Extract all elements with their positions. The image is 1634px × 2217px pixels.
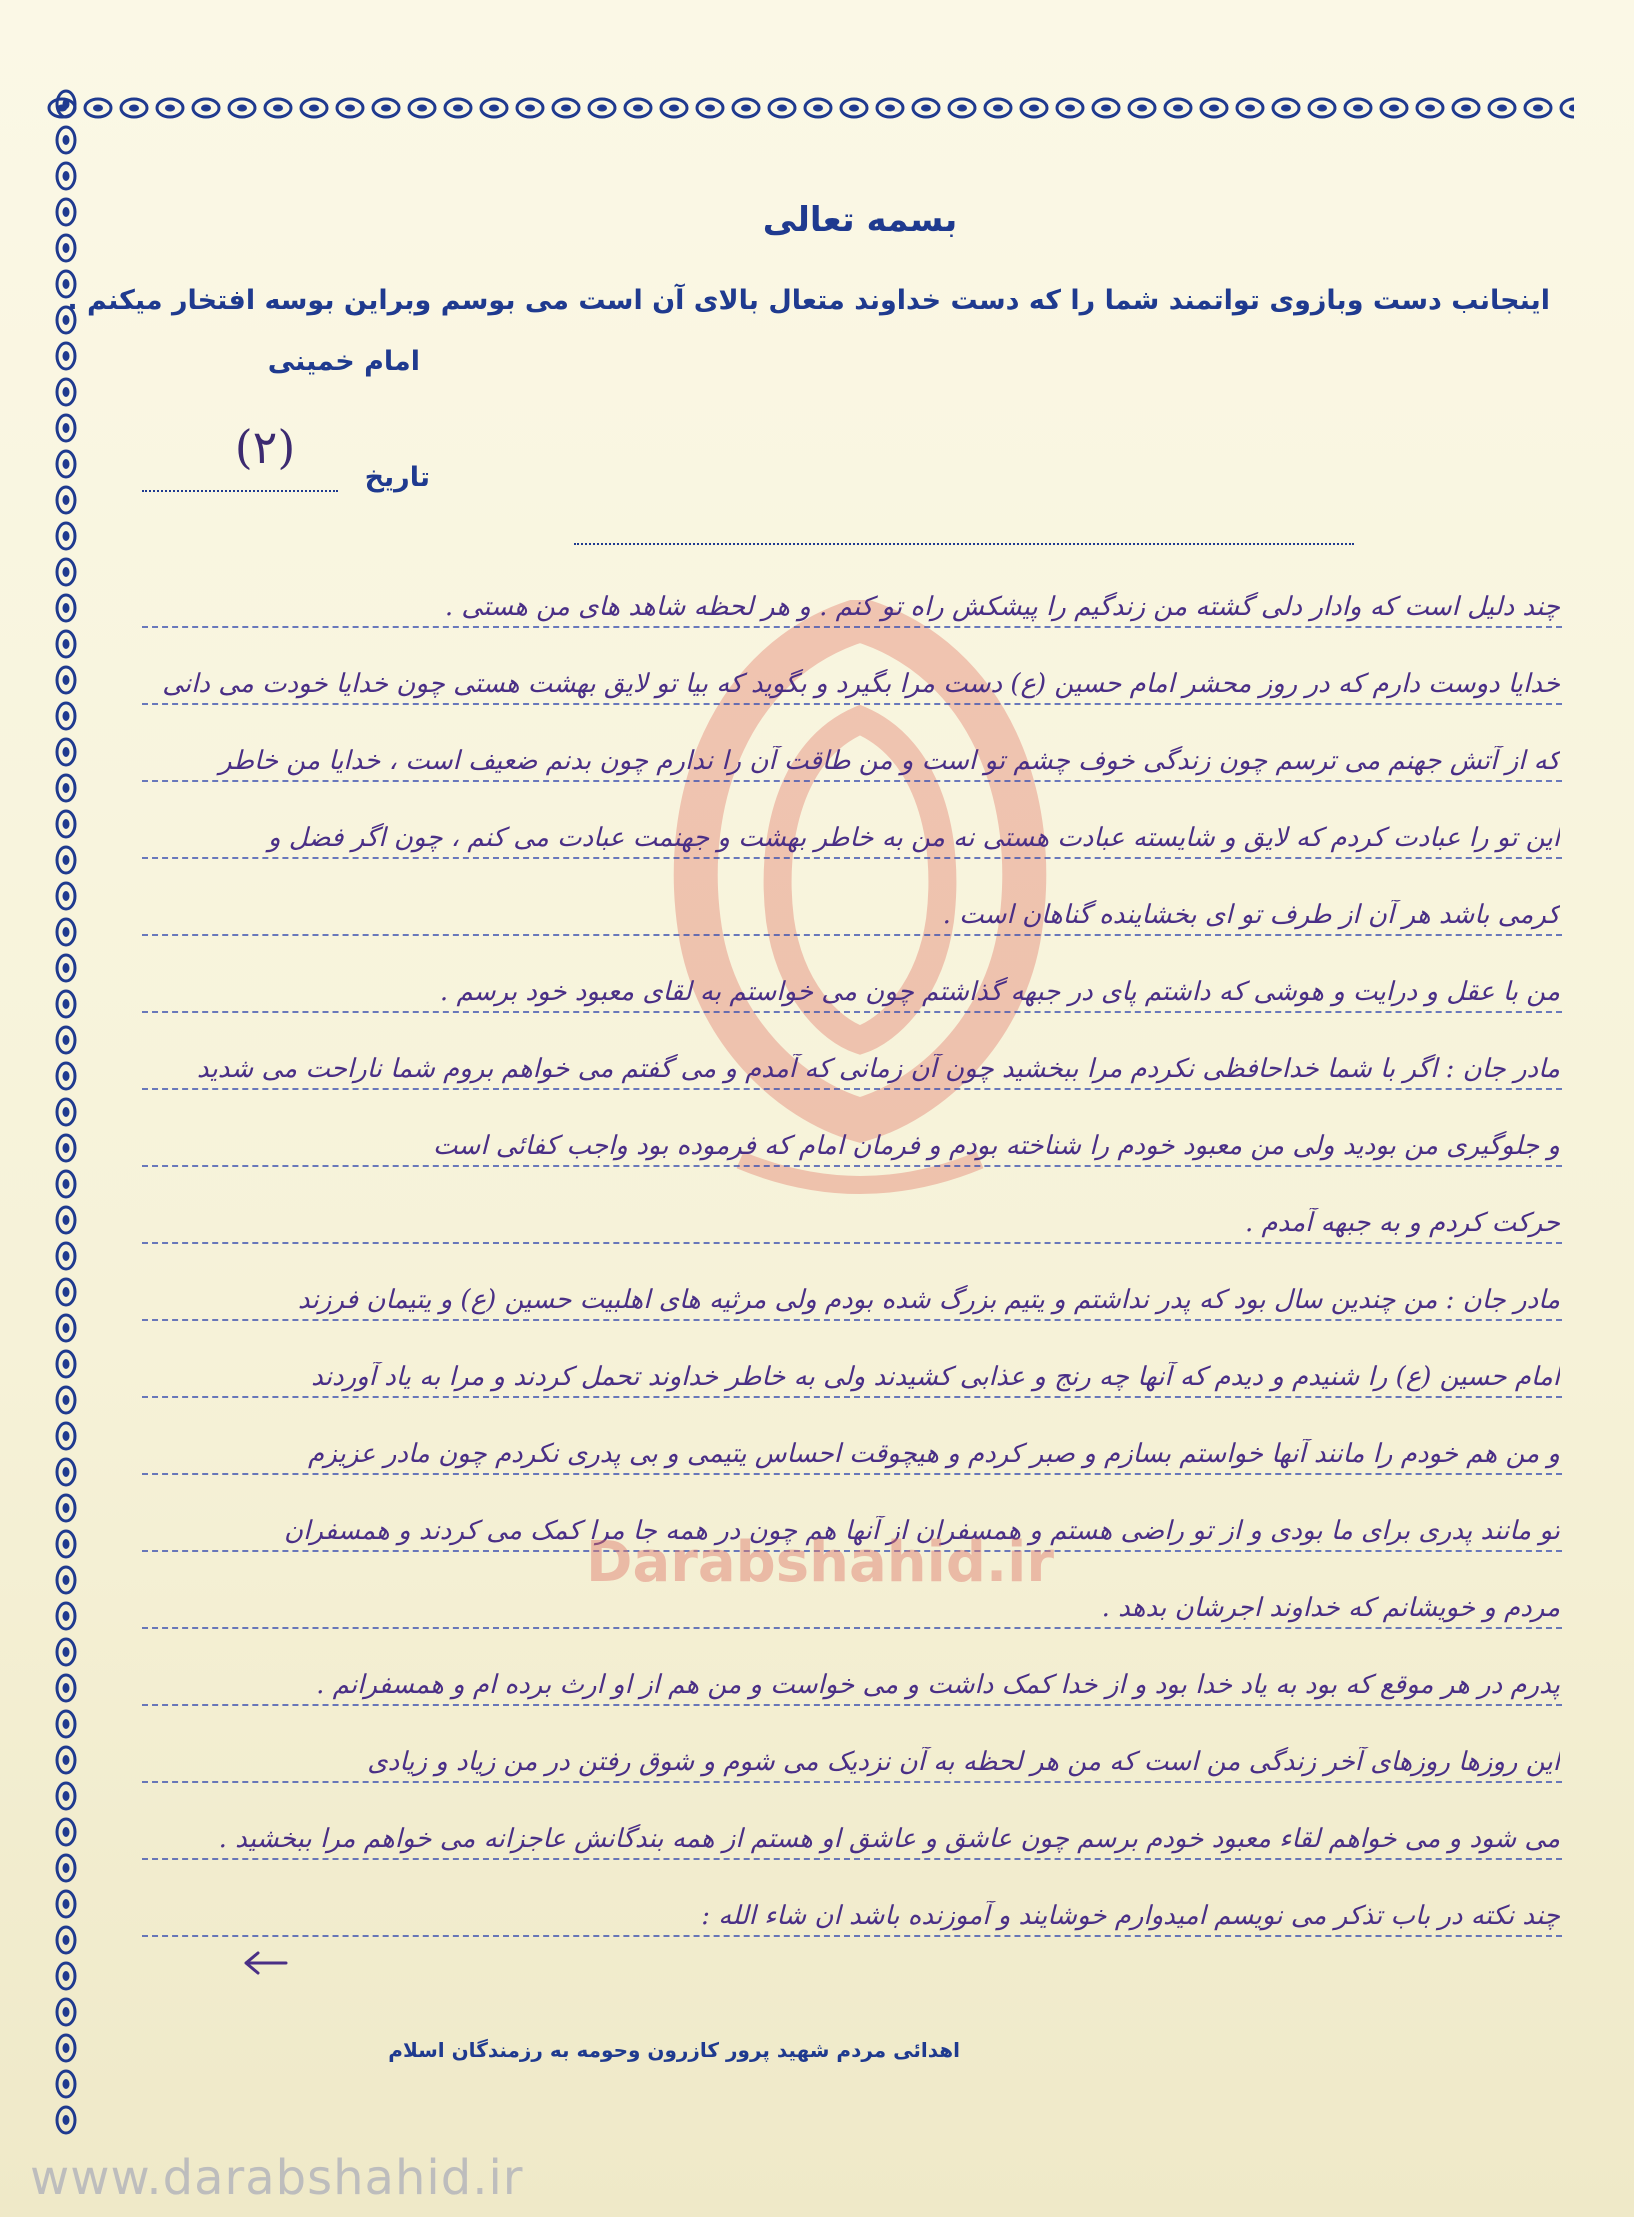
letterhead-signature: امام خمینی <box>267 346 420 377</box>
ruled-line <box>142 703 1562 705</box>
ruled-line <box>142 1704 1562 1706</box>
letterhead-quote: اینجانب دست وبازوی تواتمند شما را که دست خداوند متعال بالای آن است می بوسم وبراین بوسه افتخار میکنم . <box>67 285 1550 316</box>
ruled-line <box>142 1011 1562 1013</box>
date-blank-line <box>142 490 338 492</box>
letter-line: کرمی باشد هر آن از طرف تو ای بخشاینده گناهان است . <box>942 900 1560 930</box>
letter-line: حرکت کردم و به جبهه آمدم . <box>1244 1208 1560 1238</box>
ruled-line <box>142 1396 1562 1398</box>
letter-line: که از آتش جهنم می ترسم چون زندگی خوف چشم تو است و من طاقت آن را ندارم چون بدنم ضعیف است ، خدایا من خاطر <box>218 746 1560 776</box>
ruled-line <box>142 1935 1562 1937</box>
continue-arrow-icon <box>240 1948 290 1978</box>
letter-line: مردم و خویشانم که خداوند اجرشان بدهد . <box>1101 1593 1560 1623</box>
letter-line: مادر جان : من چندین سال بود که پدر نداشتم و یتیم بزرگ شده بودم ولی مرثیه های اهلبیت حسین (ع) و یتیمان فرزند <box>297 1285 1560 1315</box>
decorative-border-top <box>44 86 1574 130</box>
letter-line: پدرم در هر موقع که بود به یاد خدا بود و از خدا کمک داشت و می خواست و من هم از او ارث برده ام و همسفرانم . <box>316 1670 1560 1700</box>
letter-line: و جلوگیری من بودید ولی من معبود خودم را شناخته بودم و فرمان امام که فرموده بود واجب کفائی است <box>433 1131 1560 1161</box>
ruled-line <box>142 626 1562 628</box>
letterhead-heading: بسمه تعالی <box>762 200 958 240</box>
letter-line: چند دلیل است که وادار دلی گشته من زندگیم را پیشکش راه تو کنم . و هر لحظه شاهد های من هستی . <box>444 592 1560 622</box>
ruled-line <box>142 1858 1562 1860</box>
ruled-line <box>142 1165 1562 1167</box>
decorative-border-left <box>44 86 88 2136</box>
ruled-line <box>142 1088 1562 1090</box>
letter-line: امام حسین (ع) را شنیدم و دیدم که آنها چه رنج و عذابی کشیدند ولی به خاطر خداوند تحمل کردند و مرا به یاد آوردند <box>311 1362 1560 1392</box>
ruled-line <box>142 780 1562 782</box>
letter-line: من با عقل و درایت و هوشی که داشتم پای در جبهه گذاشتم چون می خواستم به لقای معبود خود برسم . <box>439 977 1560 1007</box>
letter-line: مادر جان : اگر با شما خداحافظی نکردم مرا ببخشید چون آن زمانی که آمدم و می گفتم می خواهم بروم شما ناراحت می شدید <box>196 1054 1560 1084</box>
watermark-text: Darabshahid.ir <box>586 1530 1054 1595</box>
letter-line: خدایا دوست دارم که در روز محشر امام حسین (ع) دست مرا بگیرد و بگوید که بیا تو لایق بهشت هستی چون خدایا خودت می دانی <box>162 669 1560 699</box>
letter-line: می شود و می خواهم لقاء معبود خودم برسم چون عاشق و عاشق او هستم از همه بندگانش عاجزانه می خواهم مرا ببخشید . <box>218 1824 1560 1854</box>
ruled-line <box>142 1319 1562 1321</box>
footer-note: اهدائی مردم شهید پرور کازرون وحومه به رزمندگان اسلام <box>388 2038 960 2062</box>
page-number: (۲) <box>234 420 296 474</box>
letter-line: این تو را عبادت کردم که لایق و شایسته عبادت هستی نه من به خاطر بهشت و جهنمت عبادت می کنم ، چون اگر فضل و <box>267 823 1560 853</box>
letter-line: تو مانند پدری برای ما بودی و از تو راضی هستم و همسفران از آنها هم چون در همه جا مرا کمک می کردند و همسفران <box>284 1516 1560 1546</box>
site-footer-url: www.darabshahid.ir <box>30 2150 524 2206</box>
ruled-line <box>142 1242 1562 1244</box>
ruled-line <box>142 934 1562 936</box>
ruled-line <box>142 1781 1562 1783</box>
date-label: تاریخ <box>364 462 430 493</box>
letter-line: این روزها روزهای آخر زندگی من است که من هر لحظه به آن نزدیک می شوم و شوق رفتن در من زیاد و زیادی <box>367 1747 1560 1777</box>
ruled-line <box>142 1473 1562 1475</box>
letter-line: چند نکته در باب تذکر می نویسم امیدوارم خوشایند و آموزنده باشد ان شاء الله : <box>701 1901 1560 1931</box>
letter-line: و من هم خودم را مانند آنها خواستم بسازم و صبر کردم و هیچوقت احساس یتیمی و بی پدری نکردم چون مادر عزیزم <box>308 1439 1560 1469</box>
ruled-line <box>142 857 1562 859</box>
top-dotted-rule <box>574 543 1354 545</box>
ruled-line <box>142 1627 1562 1629</box>
